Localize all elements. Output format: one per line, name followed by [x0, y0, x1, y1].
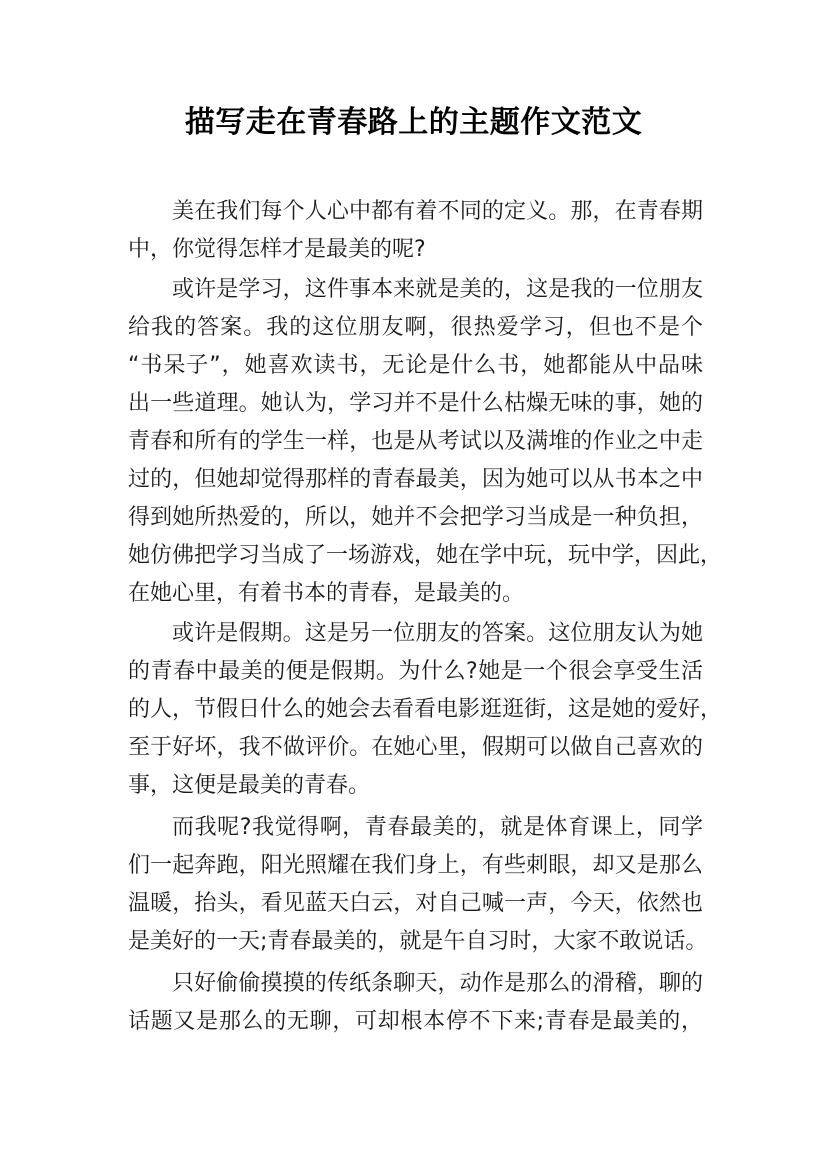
body-line: 青春和所有的学生一样，也是从考试以及满堆的作业之中走	[128, 429, 703, 454]
body-line: 在她心里，有着书本的青春，是最美的。	[128, 581, 525, 606]
body-line: 温暖，抬头，看见蓝天白云，对自己喊一声，今天，依然也	[128, 891, 703, 916]
body-line: 美在我们每个人心中都有着不同的定义。那，在青春期	[172, 199, 703, 224]
body-line: 或许是学习，这件事本来就是美的，这是我的一位朋友	[172, 277, 703, 302]
body-line: “书呆子”，她喜欢读书，无论是什么书，她都能从中品味	[128, 353, 703, 378]
body-line: 或许是假期。这是另一位朋友的答案。这位朋友认为她	[172, 621, 703, 646]
body-line: 而我呢?我觉得啊，青春最美的，就是体育课上，同学	[172, 815, 703, 840]
body-line: 事，这便是最美的青春。	[128, 773, 371, 798]
body-line: 的青春中最美的便是假期。为什么?她是一个很会享受生活	[128, 659, 703, 684]
body-line: 给我的答案。我的这位朋友啊，很热爱学习，但也不是个	[128, 315, 703, 340]
body-line: 她仿佛把学习当成了一场游戏，她在学中玩，玩中学，因此，	[128, 543, 723, 568]
body-line: 们一起奔跑，阳光照耀在我们身上，有些刺眼，却又是那么	[128, 853, 703, 878]
body-line: 得到她所热爱的，所以，她并不会把学习当成是一种负担，	[128, 505, 703, 530]
body-line: 至于好坏，我不做评价。在她心里，假期可以做自己喜欢的	[128, 735, 703, 760]
document-title: 描写走在青春路上的主题作文范文	[184, 105, 643, 140]
body-line: 的人，节假日什么的她会去看看电影逛逛街，这是她的爱好，	[128, 697, 723, 722]
body-line: 只好偷偷摸摸的传纸条聊天，动作是那么的滑稽，聊的	[172, 971, 703, 996]
body-line: 是美好的一天;青春最美的，就是午自习时，大家不敢说话。	[128, 929, 708, 954]
body-line: 过的，但她却觉得那样的青春最美，因为她可以从书本之中	[128, 467, 703, 492]
body-line: 话题又是那么的无聊，可却根本停不下来;青春是最美的，	[128, 1009, 703, 1034]
body-line: 中，你觉得怎样才是最美的呢?	[128, 237, 426, 262]
body-line: 出一些道理。她认为，学习并不是什么枯燥无味的事，她的	[128, 391, 703, 416]
